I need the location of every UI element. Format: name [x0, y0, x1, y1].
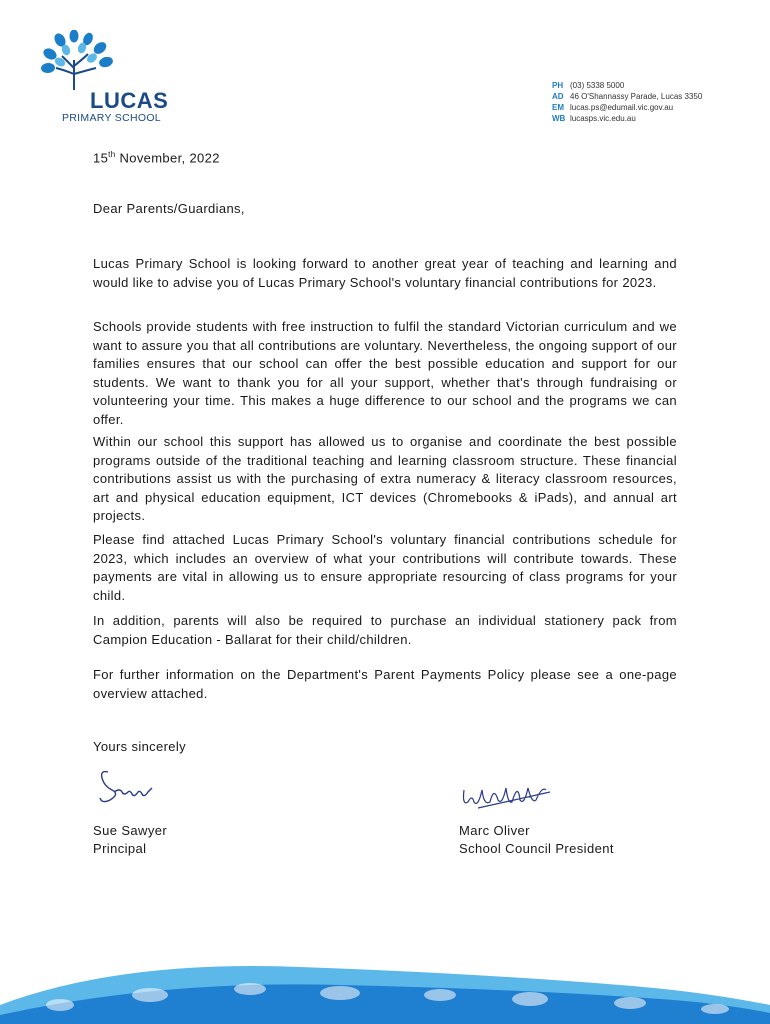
footer-wave-decoration: [0, 955, 770, 1024]
signature-principal-icon: [94, 764, 164, 808]
paragraph-6: For further information on the Department's Parent Payments Policy please see a one-page overview attached.: [93, 667, 677, 701]
letter-date: [93, 146, 677, 168]
contact-value: (03) 5338 5000: [570, 81, 625, 90]
date-day: 15: [93, 150, 109, 166]
logo-subtitle: PRIMARY SCHOOL: [62, 112, 161, 124]
contact-label: EM: [552, 103, 564, 112]
contact-value: lucas.ps@edumail.vic.gov.au: [570, 103, 674, 112]
signature-president-icon: [458, 776, 558, 812]
contact-email: [552, 102, 702, 113]
paragraph-5: In addition, parents will also be required to purchase an individual stationery pack from Campion Education - Ballarat for their child/children.: [93, 613, 677, 647]
signatory-title: Principal: [93, 841, 147, 856]
paragraph-1: Lucas Primary School is looking forward to another great year of teaching and learning and would like to advise you of Lucas Primary School's voluntary financial contributions for 2023.: [93, 256, 677, 290]
paragraph-3: Within our school this support has allowed us to organise and coordinate the best possible programs outside of the traditional teaching and learning classroom structure. These financial contributions assist us with the purchasing of extra numeracy & literacy classroom resources, art and physical education equipment, ICT devices (Chromebooks & iPads), and annual art projects.: [93, 434, 677, 523]
school-logo: [30, 30, 190, 125]
contact-address: [552, 91, 702, 102]
contact-value: 46 O'Shannassy Parade, Lucas 3350: [570, 92, 703, 101]
contact-website: [552, 113, 702, 124]
signatory-title: School Council President: [459, 841, 614, 856]
contact-phone: [552, 80, 702, 91]
contact-label: AD: [552, 92, 564, 101]
contact-label: WB: [552, 114, 566, 123]
closing: Yours sincerely: [93, 739, 186, 754]
signatory-principal: [93, 822, 167, 858]
date-suffix: th: [108, 150, 116, 159]
contact-block: [552, 80, 702, 124]
date-rest: November, 2022: [115, 150, 220, 166]
signatory-name: Sue Sawyer: [93, 823, 168, 838]
tree-logo-icon: [38, 30, 128, 92]
paragraph-2: Schools provide students with free instruction to fulfil the standard Victorian curriculum and we want to assure you that all contributions are voluntary. Nevertheless, the ongoing support of our families ensures that our school can offer the best possible education and support for our students. We want to thank you for all your support, whether that's through fundraising or volunteering your time. This makes a huge difference to our school and the programs we can offer.: [93, 319, 677, 427]
signatory-name: Marc Oliver: [459, 823, 530, 838]
contact-value: lucasps.vic.edu.au: [570, 114, 636, 123]
salutation: Dear Parents/Guardians,: [93, 201, 245, 216]
contact-label: PH: [552, 81, 564, 90]
signatory-president: [459, 822, 614, 858]
logo-name: LUCAS: [90, 88, 169, 113]
paragraph-4: Please find attached Lucas Primary School's voluntary financial contributions schedule for 2023, which includes an overview of what your contributions will contribute towards. These payments are vital in allowing us to ensure appropriate resourcing of class programs for your child.: [93, 532, 677, 603]
